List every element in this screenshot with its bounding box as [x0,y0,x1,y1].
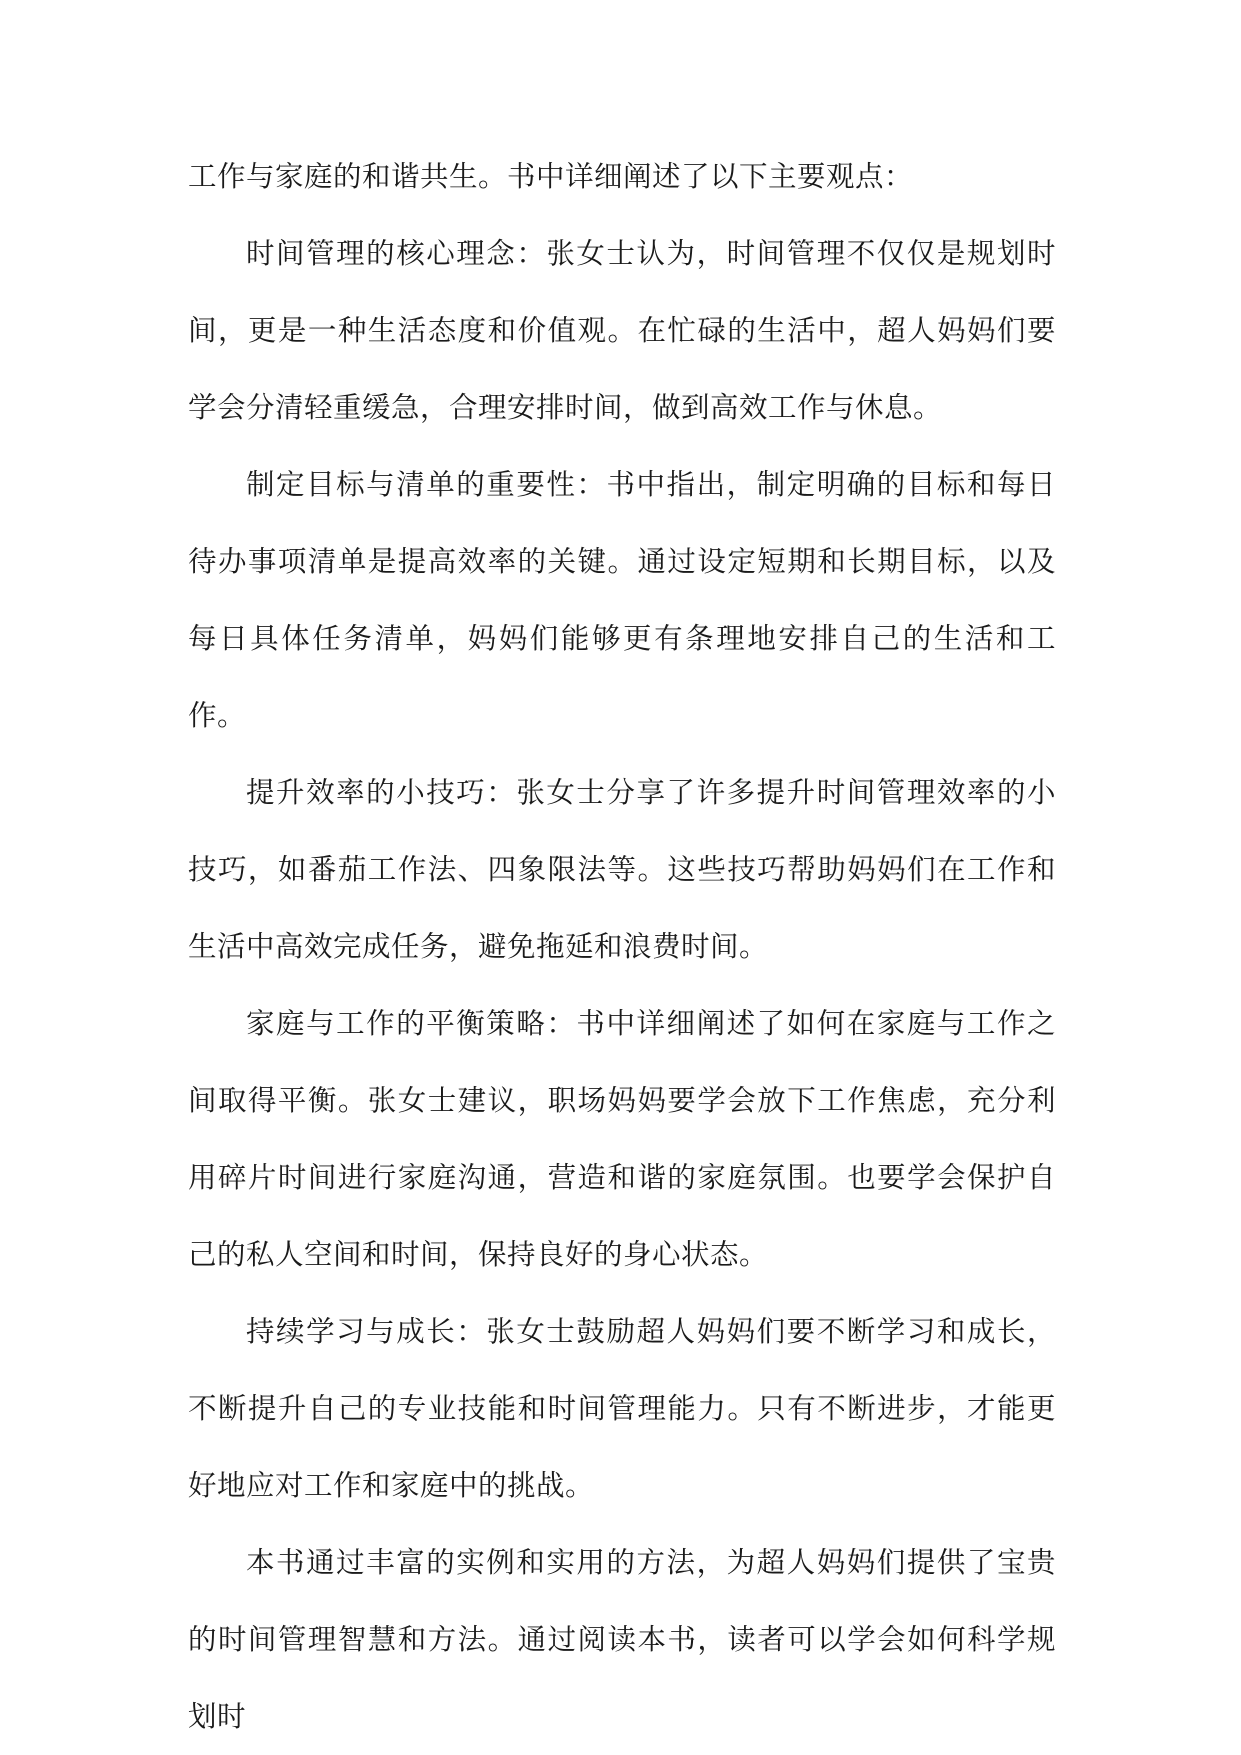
paragraph-continuous-learning: 持续学习与成长：张女士鼓励超人妈妈们要不断学习和成长，不断提升自己的专业技能和时间管理能力。只有不断进步，才能更好地应对工作和家庭中的挑战。 [188,1315,1056,1502]
paragraph-goals-and-lists: 制定目标与清单的重要性：书中指出，制定明确的目标和每日待办事项清单是提高效率的关键。通过设定短期和长期目标，以及每日具体任务清单，妈妈们能够更有条理地安排自己的生活和工作。 [188,468,1056,732]
paragraph-book-summary: 本书通过丰富的实例和实用的方法，为超人妈妈们提供了宝贵的时间管理智慧和方法。通过阅读本书，读者可以学会如何科学规划时 [188,1546,1056,1733]
paragraph-balance-strategy: 家庭与工作的平衡策略：书中详细阐述了如何在家庭与工作之间取得平衡。张女士建议，职场妈妈要学会放下工作焦虑，充分利用碎片时间进行家庭沟通，营造和谐的家庭氛围。也要学会保护自己的私人空间和时间，保持良好的身心状态。 [188,1007,1056,1271]
paragraph-core-concept: 时间管理的核心理念：张女士认为，时间管理不仅仅是规划时间，更是一种生活态度和价值观。在忙碌的生活中，超人妈妈们要学会分清轻重缓急，合理安排时间，做到高效工作与休息。 [188,237,1056,424]
body-text [188,138,1056,1755]
paragraph-efficiency-tips: 提升效率的小技巧：张女士分享了许多提升时间管理效率的小技巧，如番茄工作法、四象限法等。这些技巧帮助妈妈们在工作和生活中高效完成任务，避免拖延和浪费时间。 [188,776,1056,963]
paragraph-continuation: 工作与家庭的和谐共生。书中详细阐述了以下主要观点： [188,160,914,193]
